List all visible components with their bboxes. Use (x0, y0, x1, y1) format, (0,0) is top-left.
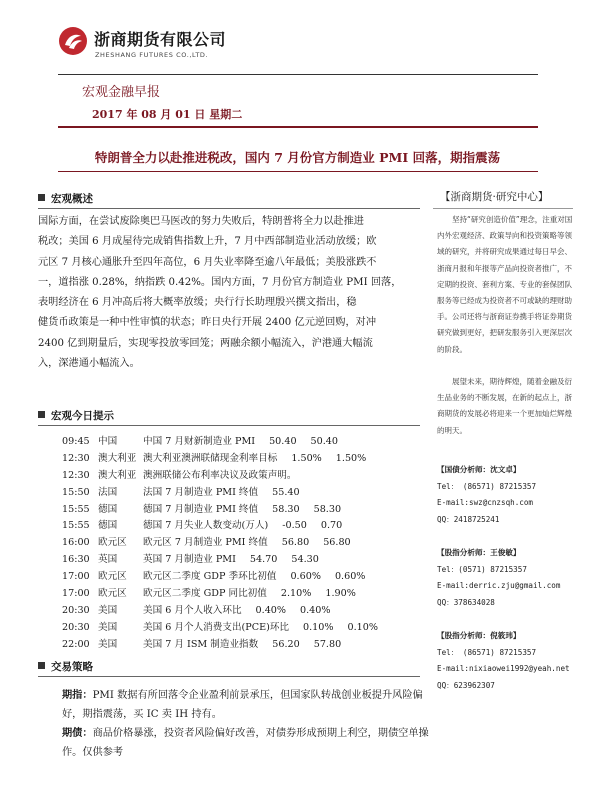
event-previous: 56.80 (281, 537, 310, 549)
event-expected: 54.30 (291, 554, 319, 566)
event-name: 美国 6 月个人收入环比 (143, 604, 242, 616)
company-name-cn: 浙商期货有限公司 (94, 30, 227, 49)
analyst-email[interactable]: E-mail:nixiaowei1992@yeah.net (437, 664, 570, 674)
event-region: 美国 (98, 604, 118, 616)
date-divider (58, 126, 538, 128)
event-name: 德国 7 月失业人数变动(万人) (143, 520, 269, 532)
event-expected: 58.30 (313, 503, 342, 515)
section-strategy-divider (38, 676, 420, 677)
overview-line: 表明经济在 6 月冲高后将大概率放缓；央行行长助理殷兴撰文指出，稳 (38, 297, 357, 309)
event-region: 美国 (98, 621, 118, 633)
futures-strategy (62, 686, 440, 724)
event-previous: 1.50% (291, 452, 322, 464)
event-expected: 50.40 (310, 436, 339, 447)
event-name: 法国 7 月制造业 PMI 终值 (143, 486, 259, 498)
event-previous: 0.60% (290, 571, 321, 583)
event-row (62, 569, 412, 586)
event-name: 英国 7 月制造业 PMI (143, 554, 236, 566)
event-name: 美国 6 月个人消费支出(PCE)环比 (143, 621, 290, 633)
headline-divider (58, 171, 538, 172)
event-region: 德国 (98, 520, 118, 532)
overview-line: 入，深港通小幅流入。 (38, 358, 140, 370)
overview-line: 一，道指涨 0.28%，纳指跌 0.42%。国内方面，7 月份官方制造业 PMI 回落， (38, 276, 402, 288)
event-time: 16:30 (62, 554, 90, 566)
company-name-en: ZHESHANG FUTURES CO.,LTD. (95, 51, 209, 59)
bullet-square-icon (38, 662, 45, 669)
event-time: 16:00 (62, 537, 90, 549)
analyst-card (437, 545, 577, 612)
overview-line: 健货币政策是一种中性审慎的状态；昨日央行开展 2400 亿元逆回购，对冲 (38, 317, 377, 329)
event-expected: 0.70 (320, 520, 343, 532)
event-previous: 56.20 (272, 638, 300, 650)
report-date: 2017 年 08 月 01 日 星期二 (92, 108, 243, 121)
event-row (62, 518, 412, 535)
analyst-title: 【股指分析师：王俊敏】 (437, 548, 521, 557)
event-expected: 0.60% (334, 571, 366, 583)
futures-label: 期指： (62, 689, 93, 701)
analyst-qq: QQ：623962307 (437, 681, 495, 691)
zheshang-logo-icon (58, 26, 88, 56)
event-name: 欧元区二季度 GDP 季环比初值 (143, 571, 277, 583)
section-today-title: 宏观今日提示 (38, 408, 114, 423)
event-time: 15:55 (62, 520, 90, 532)
overview-line: 元区 7 月核心通胀升至四年高位，6 月失业率降至逾八年最低；美股涨跌不 (38, 256, 377, 268)
event-previous: 54.70 (249, 554, 278, 566)
event-region: 法国 (98, 486, 118, 498)
event-row (62, 603, 412, 620)
overview-line: 2400 亿到期量后，实现零投放零回笼；两融余额小幅流入，沪港通大幅流 (38, 337, 373, 349)
analyst-title: 【国债分析师：沈文卓】 (437, 465, 521, 474)
event-time: 12:30 (62, 452, 90, 464)
sidebar-title: 【浙商期货·研究中心】 (440, 191, 549, 203)
report-type: 宏观金融早报 (82, 85, 161, 100)
event-row (62, 451, 412, 468)
analyst-email[interactable]: E-mail:swz@cnzsqh.com (437, 498, 534, 508)
event-expected: 0.40% (300, 604, 331, 616)
event-name: 中国 7 月财新制造业 PMI (143, 436, 256, 447)
section-strategy-title: 交易策略 (38, 659, 93, 674)
event-row (62, 468, 412, 485)
event-previous: 50.40 (269, 436, 297, 447)
event-time: 12:30 (62, 469, 90, 481)
header-divider (58, 74, 538, 75)
event-region: 澳大利亚 (98, 452, 137, 464)
event-previous: 2.10% (280, 588, 312, 600)
sidebar-divider (433, 208, 573, 209)
event-time: 20:30 (62, 621, 90, 633)
event-name: 欧元区 7 月制造业 PMI 终值 (143, 537, 268, 549)
analyst-tel: Tel： (86571) 87215357 (437, 647, 537, 657)
event-expected: 0.10% (347, 621, 378, 633)
event-region: 欧元区 (98, 571, 127, 583)
event-region: 英国 (98, 554, 118, 566)
event-row (62, 586, 412, 603)
event-previous: 58.30 (272, 503, 300, 515)
event-row (62, 620, 412, 637)
event-region: 欧元区 (98, 588, 127, 600)
event-previous: 55.40 (272, 486, 300, 498)
overview-line: 税改；美国 6 月成屋待完成销售指数上升，7 月中西部制造业活动放缓；欧 (38, 236, 377, 248)
sidebar-intro: 坚持“研究创造价值”理念，注重对国内外宏观经济、政策导向和投资策略等领域的研究，并将研究成果通过每日早会、浙商月报和年报等产品向投资者推广，不定期的投资、套利方案、专业的套保团队服务等已经成为投资者不可或缺的理财助手。公司还将与浙商证券携手将证券期货研究做到更好，把研发服务引入更深层次的阶段。 (437, 215, 573, 354)
event-row (62, 535, 412, 552)
bonds-strategy (62, 724, 440, 762)
event-row (62, 434, 412, 451)
analyst-title: 【股指分析师：倪筱玮】 (437, 631, 521, 640)
event-name: 澳大利亚澳洲联储现金利率目标 (143, 452, 278, 464)
event-expected: 57.80 (313, 638, 342, 650)
report-headline: 特朗普全力以赴推进税改，国内 7 月份官方制造业 PMI 回落，期指震荡 (94, 150, 501, 165)
analyst-email[interactable]: E-mail:derric.zju@gmail.com (437, 581, 561, 591)
event-expected: 56.80 (323, 537, 351, 549)
strategy-text (62, 686, 440, 762)
analyst-tel: Tel： (86571) 87215357 (437, 481, 537, 491)
event-name: 欧元区二季度 GDP 同比初值 (143, 588, 267, 600)
bonds-label: 期债： (62, 727, 93, 739)
event-region: 美国 (98, 638, 118, 650)
event-region: 欧元区 (98, 537, 127, 549)
section-overview-title: 宏观概述 (38, 191, 93, 206)
futures-text: PMI 数据有所回落令企业盈利前景承压，但国家队转战创业板提升风险偏好，期指震荡，买 IC 卖 IH 持有。 (62, 690, 423, 720)
event-list (62, 434, 412, 654)
event-time: 17:00 (62, 571, 90, 583)
event-expected: 1.90% (325, 588, 356, 600)
event-previous: 0.10% (303, 621, 334, 633)
event-time: 15:55 (62, 503, 90, 515)
section-overview-divider (38, 208, 420, 209)
event-name: 美国 7 月 ISM 制造业指数 (143, 638, 259, 650)
analyst-qq: QQ：2418725241 (437, 515, 500, 525)
overview-paragraph (38, 212, 438, 374)
event-region: 澳大利亚 (98, 469, 137, 481)
analyst-card (437, 462, 577, 529)
analyst-card (437, 628, 577, 695)
event-time: 15:50 (62, 486, 90, 498)
event-expected: 1.50% (335, 452, 367, 464)
event-time: 20:30 (62, 604, 90, 616)
event-time: 09:45 (62, 436, 90, 447)
overview-line: 国际方面，在尝试废除奥巴马医改的努力失败后，特朗普将全力以赴推进 (38, 216, 364, 227)
event-time: 17:00 (62, 588, 90, 600)
event-row (62, 485, 412, 502)
event-row (62, 637, 412, 654)
event-previous: -0.50 (282, 520, 307, 532)
analyst-qq: QQ：378634028 (437, 598, 495, 608)
bonds-text: 商品价格暴涨，投资者风险偏好改善，对债券形成预期上利空，期债空单操作。仅供参考 (62, 728, 429, 758)
analyst-tel: Tel：(0571) 87215357 (437, 564, 527, 574)
event-time: 22:00 (62, 638, 90, 650)
event-region: 德国 (98, 503, 118, 515)
section-today-divider (38, 425, 420, 426)
bullet-square-icon (38, 194, 45, 201)
event-row (62, 502, 412, 519)
sidebar-outlook: 展望未来，期待辉煌，随着金融及衍生品业务的不断发展，在新的起点上，浙商期货的发展必将迎来一个更加灿烂辉煌的明天。 (437, 377, 572, 435)
event-name: 澳洲联储公布利率决议及政策声明。 (143, 469, 297, 481)
bullet-square-icon (38, 411, 45, 418)
event-previous: 0.40% (255, 604, 287, 616)
event-row (62, 552, 412, 569)
event-region: 中国 (98, 436, 118, 447)
event-name: 德国 7 月制造业 PMI 终值 (143, 503, 259, 515)
